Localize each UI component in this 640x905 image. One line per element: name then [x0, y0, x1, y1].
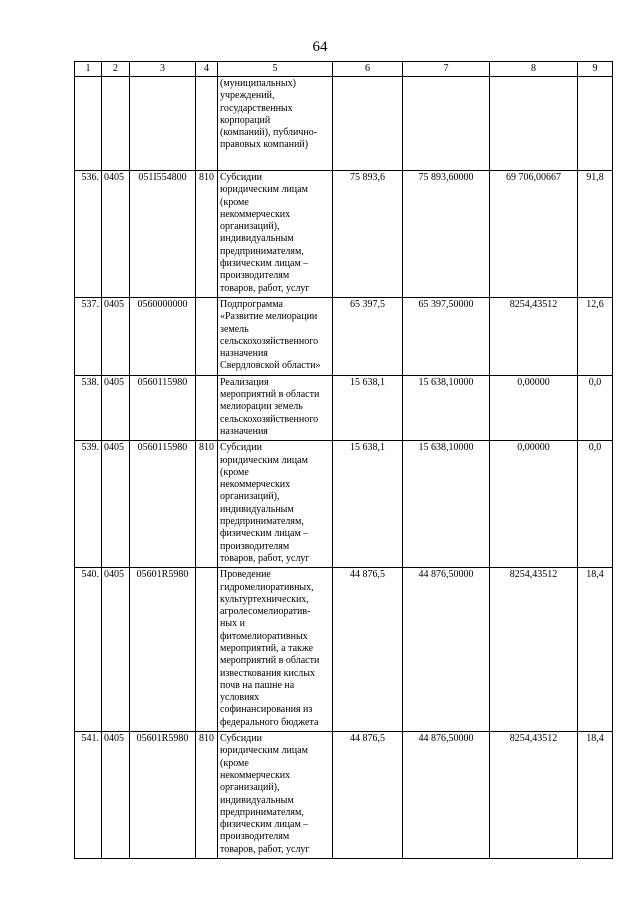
refined-cell: [403, 732, 490, 859]
percent-cell: [578, 297, 613, 375]
approved-cell: [333, 171, 403, 298]
name-cell: [218, 375, 333, 440]
expense-type-text: 810: [199, 172, 214, 183]
executed-text: 8254,43512: [509, 298, 558, 310]
refined-cell: [403, 375, 490, 440]
target-article-cell: [130, 732, 196, 859]
budget-table: [74, 61, 613, 859]
expense-type-text: 810: [199, 442, 214, 454]
header-cell: 3: [130, 62, 196, 77]
expense-type-cell: [196, 441, 218, 568]
name-cell: [218, 297, 333, 375]
target-article-cell: [130, 297, 196, 375]
percent-text: 12,6: [586, 298, 604, 310]
table-row: [75, 297, 613, 375]
refined-text: 15 638,10000: [418, 376, 474, 388]
table-row: [75, 171, 613, 298]
target-article-cell: [130, 77, 196, 171]
row-number-cell: [75, 441, 102, 568]
expense-type-cell: [196, 568, 218, 732]
header-cell: 7: [403, 62, 490, 77]
target-article-text: 05601R5980: [136, 569, 189, 581]
row-number-cell: [75, 732, 102, 859]
target-article-text: 0560000000: [137, 298, 188, 310]
percent-cell: [578, 375, 613, 440]
refined-cell: [403, 441, 490, 568]
row-number-text: 539.: [81, 442, 99, 454]
percent-cell: [578, 171, 613, 298]
approved-cell: [333, 375, 403, 440]
approved-cell: [333, 732, 403, 859]
approved-text: 75 893,6: [350, 172, 385, 183]
refined-text: 44 876,50000: [418, 569, 474, 581]
continuation-name: (муниципальных) учреждений, государственных корпораций (компаний), публично- правовых компаний): [220, 78, 318, 151]
percent-cell: [578, 77, 613, 171]
continuation-row: [75, 77, 613, 171]
section-cell: [102, 568, 130, 732]
header-cell: 1: [75, 62, 102, 77]
target-article-cell: [130, 441, 196, 568]
header-cell: 8: [490, 62, 578, 77]
table-row: [75, 375, 613, 440]
section-cell: [102, 732, 130, 859]
name-text: Проведение гидромелиоративных, культуртехнических, агролесомелиоратив- ных и фитомелиоративных мероприятий, а также мероприятий в области известкования кислых почв на пашне на условиях софинансирования из федерального бюджета: [220, 569, 320, 728]
header-cell: 6: [333, 62, 403, 77]
executed-text: 8254,43512: [509, 733, 558, 745]
table-row: [75, 441, 613, 568]
target-article-text: 05601R5980: [136, 733, 189, 745]
expense-type-cell: [196, 77, 218, 171]
approved-text: 15 638,1: [350, 442, 385, 454]
header-cell: 5: [218, 62, 333, 77]
section-text: 0405: [104, 733, 124, 745]
row-number-text: 538.: [81, 376, 99, 388]
row-number-cell: [75, 375, 102, 440]
approved-text: 44 876,5: [350, 569, 385, 581]
row-number-text: 540.: [81, 569, 99, 581]
section-cell: [102, 375, 130, 440]
header-row: [75, 62, 613, 77]
executed-cell: [490, 171, 578, 298]
name-text: Субсидии юридическим лицам (кроме некоммерческих организаций), индивидуальным предпринимателям, физическим лицам – производителям товаров, работ, услуг: [220, 172, 310, 294]
section-text: 0405: [104, 298, 124, 310]
refined-cell: [403, 171, 490, 298]
name-cell: [218, 568, 333, 732]
approved-text: 65 397,5: [350, 298, 385, 310]
executed-text: 0,00000: [517, 376, 550, 388]
executed-text: 8254,43512: [509, 569, 558, 581]
executed-text: 69 706,00667: [506, 172, 561, 183]
row-number-cell: [75, 171, 102, 298]
section-text: 0405: [104, 569, 124, 581]
section-text: 0405: [104, 376, 124, 388]
percent-cell: [578, 441, 613, 568]
table-row: [75, 568, 613, 732]
name-text: Субсидии юридическим лицам (кроме некоммерческих организаций), индивидуальным предпринимателям, физическим лицам – производителям товаров, работ, услуг: [220, 733, 310, 855]
percent-text: 91,8: [586, 172, 604, 183]
page-number: 64: [312, 39, 328, 55]
expense-type-cell: [196, 171, 218, 298]
percent-text: 18,4: [586, 733, 604, 745]
target-article-cell: [130, 171, 196, 298]
percent-cell: [578, 568, 613, 732]
header-cell: 2: [102, 62, 130, 77]
expense-type-text: 810: [199, 733, 214, 745]
target-article-text: 0560115980: [137, 442, 188, 454]
section-cell: [102, 441, 130, 568]
refined-cell: [403, 297, 490, 375]
row-number-text: 537.: [81, 298, 99, 310]
name-text: Субсидии юридическим лицам (кроме некоммерческих организаций), индивидуальным предпринимателям, физическим лицам – производителям товаров, работ, услуг: [220, 442, 310, 564]
expense-type-cell: [196, 375, 218, 440]
refined-cell: [403, 568, 490, 732]
executed-cell: [490, 297, 578, 375]
refined-text: 15 638,10000: [418, 442, 474, 454]
expense-type-cell: [196, 297, 218, 375]
name-cell: [218, 77, 333, 171]
executed-text: 0,00000: [517, 442, 550, 454]
refined-cell: [403, 77, 490, 171]
refined-text: 44 876,50000: [418, 733, 474, 745]
section-cell: [102, 77, 130, 171]
approved-text: 44 876,5: [350, 733, 385, 745]
refined-text: 75 893,60000: [418, 172, 474, 183]
approved-cell: [333, 297, 403, 375]
name-text: Реализация мероприятий в области мелиорации земель сельскохозяйственного назначения: [220, 376, 320, 437]
row-number-cell: [75, 297, 102, 375]
section-cell: [102, 171, 130, 298]
target-article-text: 051I554800: [138, 172, 187, 183]
executed-cell: [490, 77, 578, 171]
executed-cell: [490, 375, 578, 440]
table-row: [75, 732, 613, 859]
executed-cell: [490, 732, 578, 859]
name-text: Подпрограмма «Развитие мелиорации земель сельскохозяйственного назначения Свердловской области»: [220, 298, 321, 372]
executed-cell: [490, 441, 578, 568]
percent-text: 0,0: [588, 376, 602, 388]
section-text: 0405: [104, 442, 124, 454]
section-text: 0405: [104, 172, 124, 183]
refined-text: 65 397,50000: [418, 298, 474, 310]
name-cell: [218, 732, 333, 859]
section-cell: [102, 297, 130, 375]
row-number-text: 536.: [81, 172, 99, 183]
row-number-cell: [75, 77, 102, 171]
name-cell: [218, 441, 333, 568]
row-number-cell: [75, 568, 102, 732]
name-cell: [218, 171, 333, 298]
approved-text: 15 638,1: [350, 376, 385, 388]
approved-cell: [333, 568, 403, 732]
expense-type-cell: [196, 732, 218, 859]
percent-text: 0,0: [588, 442, 602, 454]
target-article-cell: [130, 568, 196, 732]
approved-cell: [333, 77, 403, 171]
row-number-text: 541.: [81, 733, 99, 745]
approved-cell: [333, 441, 403, 568]
header-cell: 9: [578, 62, 613, 77]
header-cell: 4: [196, 62, 218, 77]
target-article-text: 0560115980: [137, 376, 188, 388]
percent-text: 18,4: [586, 569, 604, 581]
percent-cell: [578, 732, 613, 859]
executed-cell: [490, 568, 578, 732]
target-article-cell: [130, 375, 196, 440]
